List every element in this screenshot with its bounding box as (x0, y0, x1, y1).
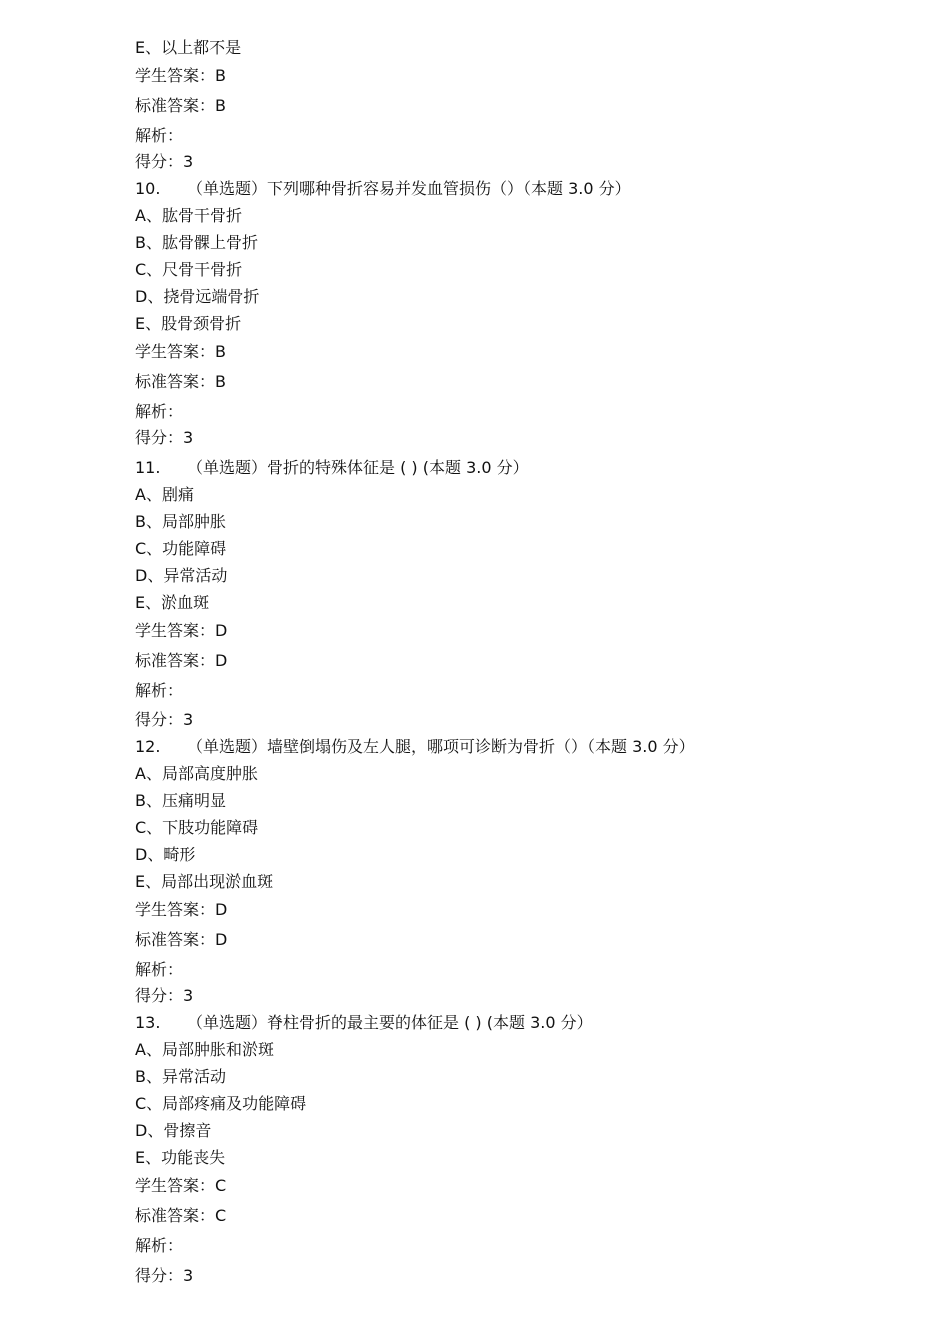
question-10-stem (135, 177, 631, 201)
option-a: A、肱骨干骨折 (135, 206, 242, 225)
student-answer: 学生答案：D (135, 621, 228, 640)
analysis: 解析： (135, 960, 184, 979)
question-text: （单选题）下列哪种骨折容易并发血管损伤（）（本题 3.0 分） (187, 179, 631, 198)
score-prev: 得分：3 (135, 152, 194, 171)
option-e: E、淤血斑 (135, 593, 210, 612)
option-d: D、异常活动 (135, 566, 228, 585)
option-a: A、局部肿胀和淤斑 (135, 1040, 274, 1059)
question-text: （单选题）骨折的特殊体征是 ( ) (本题 3.0 分） (187, 458, 529, 477)
standard-answer: 标准答案：B (135, 372, 226, 391)
standard-answer: 标准答案：D (135, 930, 228, 949)
standard-answer: 标准答案：D (135, 651, 228, 670)
option-d: D、骨擦音 (135, 1121, 212, 1140)
option-e: E、股骨颈骨折 (135, 314, 242, 333)
option-c: C、功能障碍 (135, 539, 227, 558)
option-e: E、功能丧失 (135, 1148, 226, 1167)
score: 得分：3 (135, 986, 194, 1005)
option-c: C、尺骨干骨折 (135, 260, 243, 279)
option-c: C、局部疼痛及功能障碍 (135, 1094, 307, 1113)
option-c: C、下肢功能障碍 (135, 818, 259, 837)
question-number: 13. (135, 1013, 161, 1032)
student-answer: 学生答案：B (135, 342, 226, 361)
option-a: A、剧痛 (135, 485, 194, 504)
option-e-prev: E、以上都不是 (135, 38, 242, 57)
analysis: 解析： (135, 1236, 184, 1255)
score: 得分：3 (135, 1266, 194, 1285)
score: 得分：3 (135, 428, 194, 447)
option-d: D、畸形 (135, 845, 196, 864)
option-b: B、局部肿胀 (135, 512, 226, 531)
question-number: 11. (135, 458, 161, 477)
question-text: （单选题）墙壁倒塌伤及左人腿，哪项可诊断为骨折（）（本题 3.0 分） (187, 737, 695, 756)
score: 得分：3 (135, 710, 194, 729)
standard-answer-prev: 标准答案：B (135, 96, 226, 115)
student-answer: 学生答案：D (135, 900, 228, 919)
analysis: 解析： (135, 681, 184, 700)
question-11-stem (135, 456, 529, 480)
question-number: 12. (135, 737, 161, 756)
question-12-stem (135, 735, 695, 759)
student-answer-prev: 学生答案：B (135, 66, 226, 85)
option-b: B、压痛明显 (135, 791, 226, 810)
option-d: D、挠骨远端骨折 (135, 287, 260, 306)
standard-answer: 标准答案：C (135, 1206, 227, 1225)
analysis: 解析： (135, 402, 184, 421)
option-e: E、局部出现淤血斑 (135, 872, 274, 891)
analysis-prev: 解析： (135, 126, 184, 145)
option-b: B、异常活动 (135, 1067, 226, 1086)
option-b: B、肱骨髁上骨折 (135, 233, 258, 252)
student-answer: 学生答案：C (135, 1176, 227, 1195)
option-a: A、局部高度肿胀 (135, 764, 258, 783)
question-number: 10. (135, 179, 161, 198)
question-text: （单选题）脊柱骨折的最主要的体征是 ( ) (本题 3.0 分） (187, 1013, 593, 1032)
question-13-stem (135, 1011, 593, 1035)
